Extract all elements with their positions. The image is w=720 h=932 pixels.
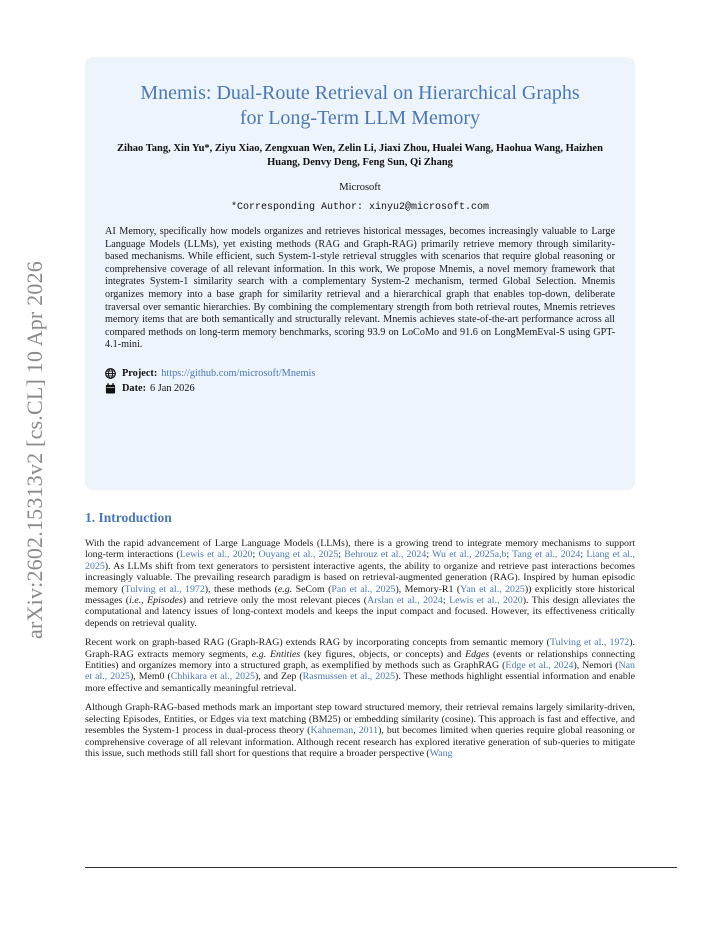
italic-term: e.g. [277,583,293,595]
citation-link[interactable]: Tang et al., 2024 [512,549,581,561]
corresponding-author: *Corresponding Author: xinyu2@microsoft.com [230,202,490,213]
citation-link[interactable]: Kahneman [310,725,354,737]
citation-link[interactable]: Behrouz et al., 2024 [344,549,427,561]
project-label: Project: [122,367,158,379]
abstract-box [85,57,635,490]
main-content [85,510,635,767]
citation-link[interactable]: Rasmussen et al., 2025 [302,671,396,683]
affiliation: Microsoft [339,182,381,193]
citation-link[interactable]: Lewis et al., 2020 [449,595,523,607]
citation-link[interactable]: Tulving et al., 1972 [124,583,205,595]
project-row [105,368,615,379]
date-row [105,383,615,394]
footnote-rule [85,867,677,868]
citation-link[interactable]: Ouyang et al., 2025 [258,549,339,561]
paper-title [105,81,615,131]
paper-meta [105,368,615,394]
date-label: Date: [122,382,147,394]
date-value: 6 Jan 2026 [150,382,195,394]
paper-title-line-1: Mnemis: Dual-Route Retrieval on Hierarchical Graphs [140,82,580,104]
section-heading-introduction: 1. Introduction [85,510,172,525]
citation-link[interactable]: Edge et al., 2024 [505,660,574,672]
citation-link[interactable]: Yan et al., 2025 [460,583,525,595]
citation-link[interactable]: Wu et al., 2025a,b [432,549,507,561]
project-link[interactable]: https://github.com/microsoft/Mnemis [161,367,316,379]
arxiv-identifier [12,258,58,642]
citation-link[interactable]: Nan et al., 2025 [85,660,635,683]
intro-paragraph-2: Recent work on graph-based RAG (Graph-RAG) extends RAG by incorporating concepts from semantic memory (Tulving et al., 1972). Graph-RAG extracts memory segments, e.g. Entities (key figures, objects, or concepts) and Edges (events or relationships connecting Entities) and organizes memory into a structured graph, as exemplified by methods such as GraphRAG (Edge et al., 2024), Nemori (Nan et al., 2025), Mem0 (Chhikara et al., 2025), and Zep (Rasmussen et al., 2025). These methods highlight essential information and enable more effective and semantically meaningful retrieval. [85,637,636,694]
citation-link[interactable]: Chhikara et al., 2025 [170,671,255,683]
arxiv-identifier-text: arXiv:2602.15313v2 [cs.CL] 10 Apr 2026 [22,261,47,639]
intro-paragraph-3: Although Graph-RAG-based methods mark an important step toward structured memory, their retrieval remains largely similarity-driven, selecting Episodes, Entities, or Edges via text matching (BM25) or embedding similarity (cosine). This approach is fast and effective, and resembles the System-1 process in dual-process theory (Kahneman, 2011), but becomes limited when queries require global reasoning or comprehensive coverage of all relevant information. Although recent research has explored iterative generation of sub-queries to mitigate this issue, such methods still fall short for questions that require a broader perspective (Wang [85,702,635,759]
paper-title-line-2: for Long-Term LLM Memory [239,107,481,129]
globe-icon [105,368,116,379]
abstract-text: AI Memory, specifically how models organizes and retrieves historical messages, becomes increasingly valuable to Large Language Models (LLMs), yet existing methods (RAG and Graph-RAG) primarily retrieve memory through similarity-based mechanisms. While efficient, such System-1-style retrieval struggles with scenarios that require global reasoning or comprehensive coverage of all relevant information. In this work, We propose Mnemis, a novel memory framework that integrates System-1 similarity search with a complementary System-2 mechanism, termed Global Selection. Mnemis organizes memory into a base graph for similarity retrieval and a hierarchical graph that enables top-down, deliberate traversal over semantic hierarchies. By combining the complementary strength from both retrieval routes, Mnemis retrieves memory items that are both semantically and structurally relevant. Mnemis achieves state-of-the-art performance across all compared methods on long-term memory benchmarks, scoring 93.9 on LoCoMo and 91.6 on LongMemEval-S using GPT-4.1-mini. [105,226,615,351]
citation-link[interactable]: Liang et al., 2025 [85,549,635,572]
citation-link[interactable]: Tulving et al., 1972 [549,637,630,649]
citation-link[interactable]: Arslan et al., 2024 [367,595,443,607]
citation-link[interactable]: 2011 [358,725,379,737]
author-list: Zihao Tang, Xin Yu*, Ziyu Xiao, Zengxuan Wen, Zelin Li, Jiaxi Zhou, Hualei Wang, Haohua Wang, Haizhen Huang, Denvy Deng, Feng Sun, Qi Zhang [117,143,603,168]
citation-link[interactable]: Wang [429,747,453,759]
citation-link[interactable]: Pan et al., 2025 [331,583,396,595]
calendar-icon [105,383,116,394]
italic-term: i.e., Episodes [129,595,183,607]
citation-link[interactable]: Lewis et al., 2020 [179,549,253,561]
italic-term: Edges [465,648,490,660]
intro-paragraph-1: With the rapid advancement of Large Language Models (LLMs), there is a growing trend to integrate memory mechanisms to support long-term interactions (Lewis et al., 2020; Ouyang et al., 2025; Behrouz et al., 2024; Wu et al., 2025a,b; Tang et al., 2024; Liang et al., 2025). As LLMs shift from text generators to persistent interactive agents, the ability to organize and retrieve past interactions becomes increasingly valuable. The prevailing research paradigm is based on retrieval-augmented generation (RAG). Inspired by human episodic memory (Tulving et al., 1972), these methods (e.g. SeCom (Pan et al., 2025), Memory-R1 (Yan et al., 2025)) explicitly store historical messages (i.e., Episodes) and retrieve only the most relevant pieces (Arslan et al., 2024; Lewis et al., 2020). This design alleviates the computational and latency issues of long-context models and keeps the input compact and focused. However, its effectiveness critically depends on retrieval quality. [85,538,635,629]
italic-term: e.g. Entities [251,648,301,660]
